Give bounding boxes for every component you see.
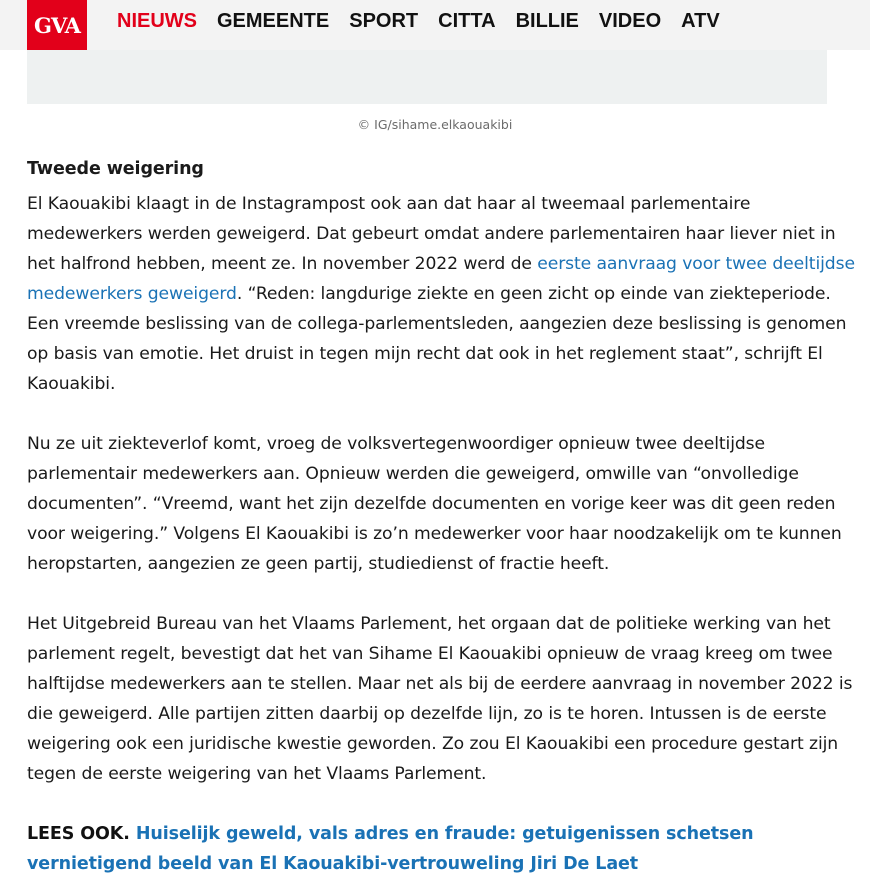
article-image — [27, 50, 827, 104]
nav-item-billie[interactable]: BILLIE — [515, 9, 579, 32]
paragraph-1 — [27, 189, 857, 399]
nav-item-video[interactable]: VIDEO — [598, 9, 662, 32]
read-also-link[interactable]: Huiselijk geweld, vals adres en fraude: getuigenissen schetsen vernietigend beeld van El Kaouakibi-vertrouweling Jiri De Laet — [27, 824, 754, 874]
article-body — [27, 154, 857, 879]
section-heading: Tweede weigering — [27, 159, 204, 179]
nav-item-atv[interactable]: ATV — [681, 9, 720, 32]
paragraph-1-text-before: El Kaouakibi klaagt in de Instagrampost ook aan dat haar al tweemaal parlementaire medewerkers werden geweigerd. Dat gebeurt omdat andere parlementairen haar liever niet in het halfrond hebben, meent ze. In november 2022 werd de — [27, 194, 836, 274]
nav-item-sport[interactable]: SPORT — [349, 9, 419, 32]
gva-logo[interactable]: GVA — [27, 0, 87, 50]
read-also-block — [27, 819, 857, 879]
read-also-label: LEES OOK. — [27, 824, 130, 844]
main-nav — [117, 0, 740, 42]
image-caption: © IG/sihame.elkaouakibi — [357, 117, 513, 132]
nav-item-citta[interactable]: CITTA — [438, 9, 496, 32]
paragraph-3: Het Uitgebreid Bureau van het Vlaams Parlement, het orgaan dat de politieke werking van het parlement regelt, bevestigt dat het van Sihame El Kaouakibi opnieuw de vraag kreeg om twee halftijdse medewerkers aan te stellen. Maar net als bij de eerdere aanvraag in november 2022 is die geweigerd. Alle partijen zitten daarbij op dezelfde lijn, zo is te horen. Intussen is de eerste weigering ook een juridische kwestie geworden. Zo zou El Kaouakibi een procedure gestart zijn tegen de eerste weigering van het Vlaams Parlement. — [27, 614, 853, 784]
paragraph-1-text-after: . “Reden: langdurige ziekte en geen zicht op einde van ziekteperiode. Een vreemde beslissing van de collega-parlementsleden, aangezien deze beslissing is genomen op basis van emotie. Het druist in tegen mijn recht dat ook in het reglement staat”, schrijft El Kaouakibi. — [27, 284, 847, 394]
paragraph-2: Nu ze uit ziekteverlof komt, vroeg de volksvertegenwoordiger opnieuw twee deeltijdse parlementair medewerkers aan. Opnieuw werden die geweigerd, omwille van “onvolledige documenten”. “Vreemd, want het zijn dezelfde documenten en vorige keer was dit geen reden voor weigering.” Volgens El Kaouakibi is zo’n medewerker voor haar noodzakelijk om te kunnen heropstarten, aangezien ze geen partij, studiedienst of fractie heeft. — [27, 434, 842, 574]
nav-item-nieuws[interactable]: NIEUWS — [117, 9, 197, 32]
top-navigation-bar — [0, 0, 870, 50]
first-request-link[interactable]: eerste aanvraag voor twee deeltijdse medewerkers geweigerd — [27, 254, 855, 304]
nav-item-gemeente[interactable]: GEMEENTE — [217, 9, 330, 32]
